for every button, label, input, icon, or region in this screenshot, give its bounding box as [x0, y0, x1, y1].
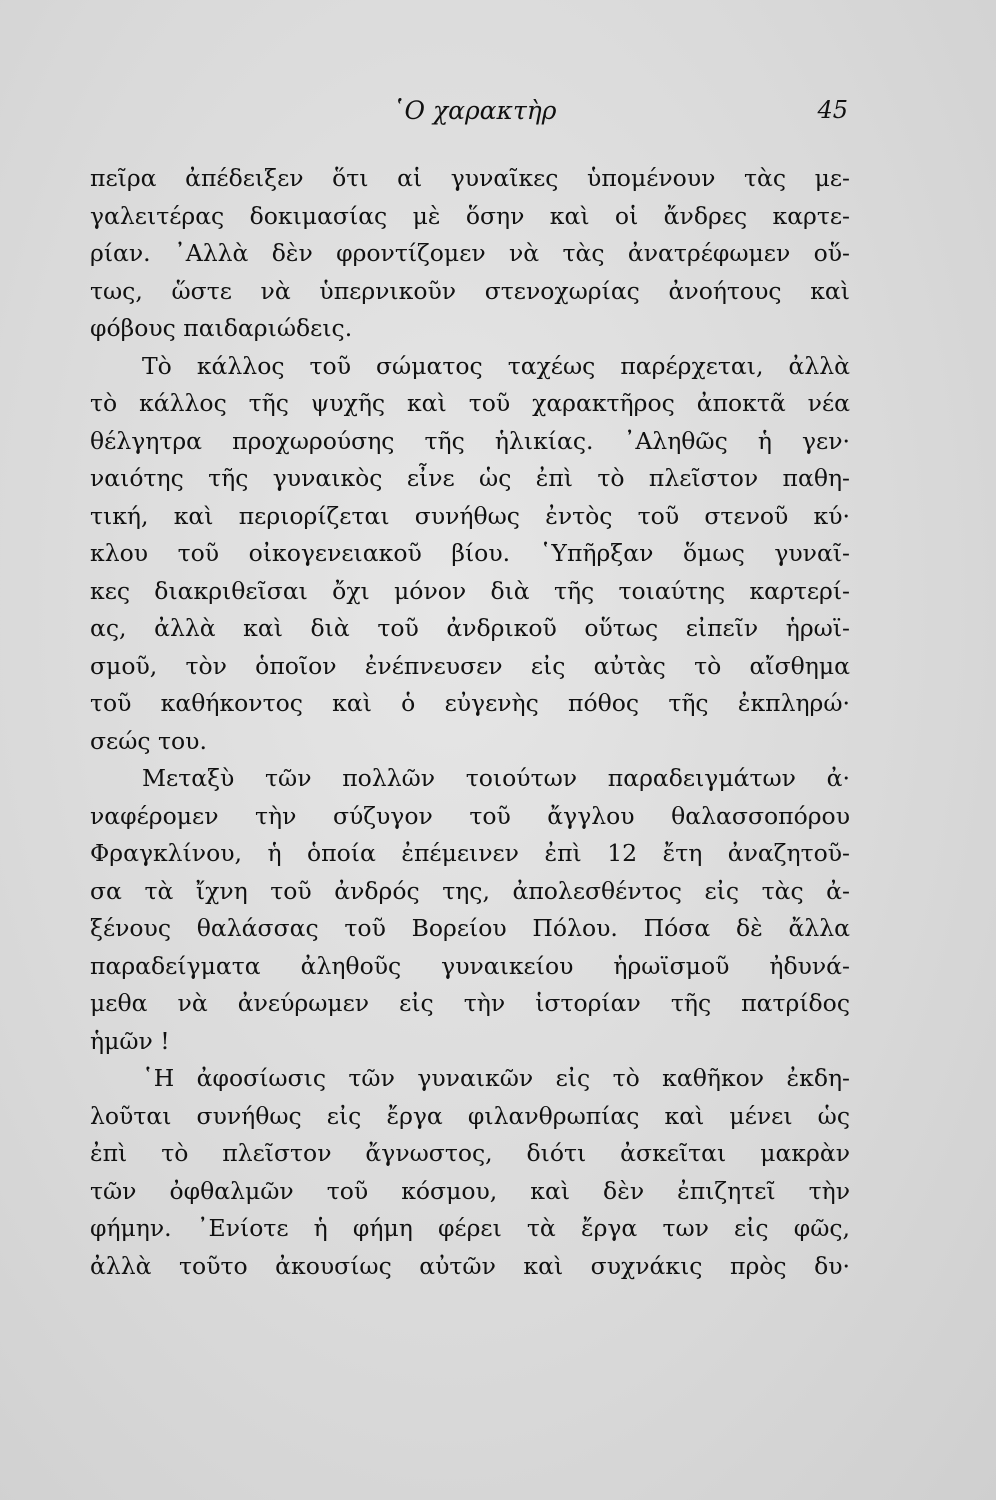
text-line: τὸ κάλλος τῆς ψυχῆς καὶ τοῦ χαρακτῆρος ἀποκτᾶ νέα [90, 389, 850, 417]
running-title: ῾Ο χαρακτὴρ [392, 96, 557, 125]
text-line: σα τὰ ἴχνη τοῦ ἀνδρός της, ἀπολεσθέντος εἰς τὰς ἀ- [90, 876, 850, 905]
text-line: Φραγκλίνου, ἡ ὁποία ἐπέμεινεν ἐπὶ 12 ἔτη ἀναζητοῦ- [90, 839, 850, 867]
text-line: ρίαν. ᾿Αλλὰ δὲν φροντίζομεν νὰ τὰς ἀνατρέφωμεν οὕ- [90, 239, 850, 267]
text-line: κλου τοῦ οἰκογενειακοῦ βίου. ῾Υπῆρξαν ὅμως γυναῖ- [90, 539, 850, 567]
text-line: ξένους θαλάσσας τοῦ Βορείου Πόλου. Πόσα δὲ ἄλλα [90, 914, 850, 942]
text-line: θέλγητρα προχωρούσης τῆς ἡλικίας. ᾿Αληθῶς ἡ γεν· [90, 426, 850, 455]
text-line: ἐπὶ τὸ πλεῖστον ἄγνωστος, διότι ἀσκεῖται μακρὰν [90, 1139, 850, 1167]
text-line: ἡμῶν ! [90, 1026, 170, 1055]
text-line: τῶν ὀφθαλμῶν τοῦ κόσμου, καὶ δὲν ἐπιζητεῖ τὴν [90, 1176, 850, 1205]
page-header [90, 96, 850, 136]
text-line: ας, ἀλλὰ καὶ διὰ τοῦ ἀνδρικοῦ οὕτως εἰπεῖν ἡρωϊ- [90, 614, 850, 642]
text-line: πεῖρα ἀπέδειξεν ὅτι αἱ γυναῖκες ὑπομένουν τὰς με- [90, 164, 850, 192]
text-line: ῾Η ἀφοσίωσις τῶν γυναικῶν εἰς τὸ καθῆκον ἐκδη- [142, 1064, 850, 1092]
text-line: τική, καὶ περιορίζεται συνήθως ἐντὸς τοῦ στενοῦ κύ· [90, 501, 850, 530]
text-line: τοῦ καθήκοντος καὶ ὁ εὐγενὴς πόθος τῆς ἐκπληρώ· [90, 689, 850, 717]
text-line: μεθα νὰ ἀνεύρωμεν εἰς τὴν ἱστορίαν τῆς πατρίδος [90, 989, 850, 1017]
body-text [90, 160, 850, 1285]
text-line: φήμην. ᾿Ενίοτε ἡ φήμη φέρει τὰ ἔργα των εἰς φῶς, [90, 1214, 850, 1242]
text-line: φόβους παιδαριώδεις. [90, 314, 353, 342]
text-line: σμοῦ, τὸν ὁποῖον ἐνέπνευσεν εἰς αὐτὰς τὸ αἴσθημα [90, 651, 850, 680]
text-line: ναφέρομεν τὴν σύζυγον τοῦ ἄγγλου θαλασσοπόρου [90, 801, 850, 830]
text-line: ἀλλὰ τοῦτο ἀκουσίως αὐτῶν καὶ συχνάκις πρὸς δυ· [90, 1251, 850, 1280]
text-line: κες διακριθεῖσαι ὄχι μόνον διὰ τῆς τοιαύτης καρτερί- [90, 576, 850, 605]
text-line: Μεταξὺ τῶν πολλῶν τοιούτων παραδειγμάτων ἀ· [142, 764, 850, 792]
text-line: παραδείγματα ἀληθοῦς γυναικείου ἡρωϊσμοῦ ἠδυνά- [90, 951, 850, 980]
text-line: γαλειτέρας δοκιμασίας μὲ ὅσην καὶ οἱ ἄνδρες καρτε- [90, 201, 850, 230]
text-line: λοῦται συνήθως εἰς ἔργα φιλανθρωπίας καὶ μένει ὡς [90, 1101, 850, 1130]
text-line: τως, ὥστε νὰ ὑπερνικοῦν στενοχωρίας ἀνοήτους καὶ [90, 276, 850, 305]
text-line: Τὸ κάλλος τοῦ σώματος ταχέως παρέρχεται, ἀλλὰ [142, 351, 850, 380]
text-line: σεώς του. [90, 726, 207, 755]
text-line: ναιότης τῆς γυναικὸς εἶνε ὡς ἐπὶ τὸ πλεῖστον παθη- [90, 464, 850, 492]
page-number: 45 [817, 96, 848, 124]
